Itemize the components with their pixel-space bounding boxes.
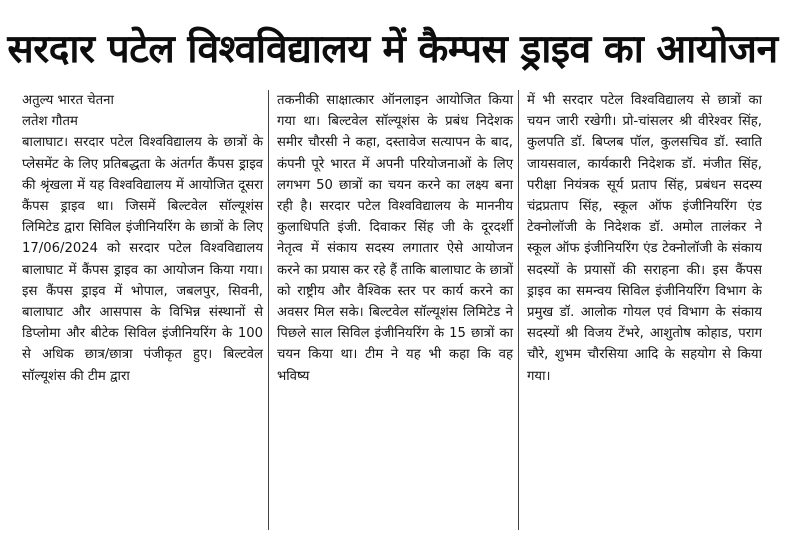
author-name: लतेश गौतम	[22, 114, 78, 130]
headline: सरदार पटेल विश्वविद्यालय में कैम्पस ड्राइव का आयोजन	[7, 27, 778, 72]
publication-name: अतुल्य भारत चेतना	[22, 93, 114, 108]
column-1	[22, 90, 268, 530]
column-1-text: बालाघाट। सरदार पटेल विश्वविद्यालय के छात्रों के प्लेसमेंट के लिए प्रतिबद्धता के अंतर्गत कैंपस ड्राइव की श्रृंखला में यह विश्वविद्यालय में आयोजित दूसरा कैंपस ड्राइव था। जिसमें बिल्टवेल सॉल्यूशंस लिमिटेड द्वारा सिविल इंजीनियरिंग के छात्रों के लिए 17/06/2024 को सरदार पटेल विश्वविद्यालय बालाघाट में कैंपस ड्राइव का आयोजन किया गया। इस कैंपस ड्राइव में भोपाल, जबलपुर, सिवनी, बालाघाट और आसपास के विभिन्न संस्थानों से डिप्लोमा और बीटेक सिविल इंजीनियरिंग के 100 से अधिक छात्र/छात्रा पंजीकृत हुए। बिल्टवेल सॉल्यूशंस की टीम द्वारा	[22, 135, 263, 384]
column-3-text: में भी सरदार पटेल विश्वविद्यालय से छात्रों का चयन जारी रखेगी। प्रो-चांसलर श्री वीरेश्वर सिंह, कुलपति डॉ. बिप्लब पॉल, कुलसचिव डॉ. स्वाति जायसवाल, कार्यकारी निदेशक डॉ. मंजीत सिंह, परीक्षा नियंत्रक सूर्य प्रताप सिंह, प्रबंधन सदस्य चंद्रप्रताप सिंह, स्कूल ऑफ इंजीनियरिंग एंड टेक्नोलॉजी के निदेशक डॉ. अमोल तालंकर ने स्कूल ऑफ इंजीनियरिंग एंड टेक्नोलॉजी के संकाय सदस्यों के प्रयासों की सराहना की। इस कैंपस ड्राइव का समन्वय सिविल इंजीनियरिंग विभाग के प्रमुख डॉ. आलोक गोयल एवं विभाग के संकाय सदस्यों श्री विजय टेंभरे, आशुतोष कोहाड, पराग चौरे, शुभम चौरसिया आदि के सहयोग से किया गया।	[527, 93, 762, 384]
column-2	[268, 90, 518, 530]
article-body	[22, 90, 762, 530]
column-2-text: तकनीकी साक्षात्कार ऑनलाइन आयोजित किया गया था। बिल्टवेल सॉल्यूशंस के प्रबंध निदेशक समीर चौरसी ने कहा, दस्तावेज सत्यापन के बाद, कंपनी पूरे भारत में अपनी परियोजनाओं के लिए लगभग 50 छात्रों का चयन करने का लक्ष्य बना रही है। सरदार पटेल विश्वविद्यालय के माननीय कुलाधिपति इंजी. दिवाकर सिंह जी के दूरदर्शी नेतृत्व में संकाय सदस्य लगातार ऐसे आयोजन करने का प्रयास कर रहे हैं ताकि बालाघाट के छात्रों को राष्ट्रीय और वैश्विक स्तर पर कार्य करने का अवसर मिल सके। बिल्टवेल सॉल्यूशंस लिमिटेड ने पिछले साल सिविल इंजीनियरिंग के 15 छात्रों का चयन किया था। टीम ने यह भी कहा कि वह भविष्य	[277, 93, 513, 384]
column-3	[518, 90, 762, 530]
